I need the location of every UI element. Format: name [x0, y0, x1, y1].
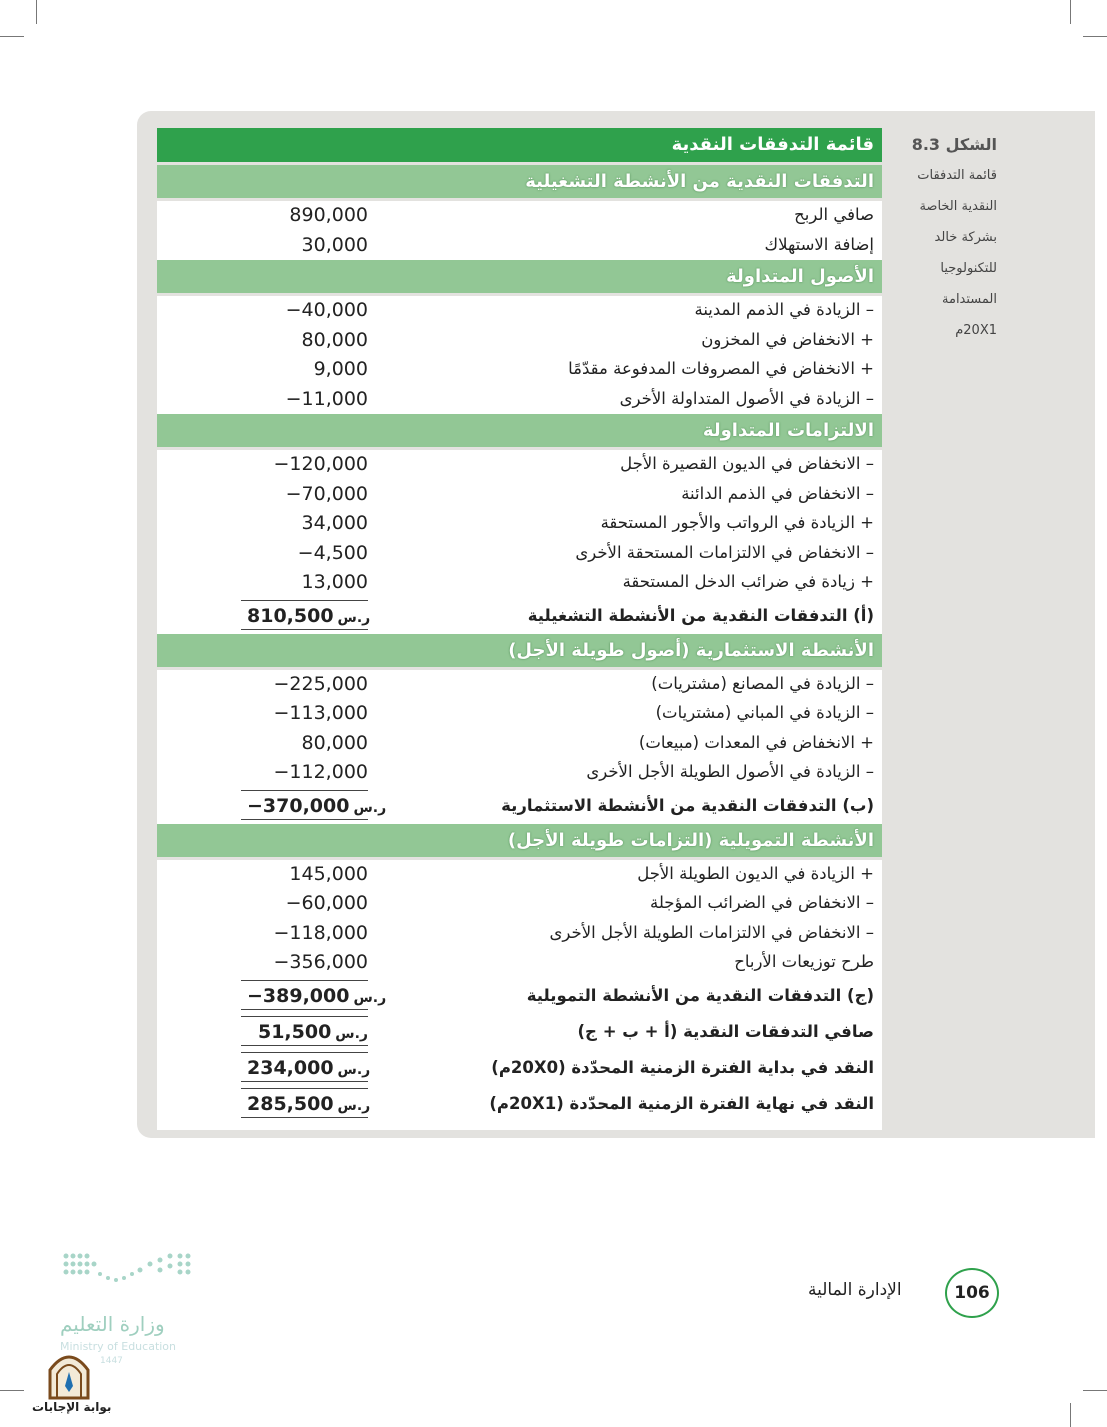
line-item-row [157, 385, 882, 415]
figure-label: الشكل 8.3 [911, 135, 997, 154]
amount: −112,000 [273, 761, 368, 783]
amount: 34,000 [301, 512, 368, 534]
section-header [157, 824, 882, 857]
crop-mark [36, 0, 37, 24]
line-item-row [157, 919, 882, 949]
section-header-label: الأنشطة الاستثمارية (أصول طويلة الأجل) [508, 639, 874, 661]
caption-line: للتكنولوجيا [940, 261, 997, 276]
amount: −40,000 [285, 299, 368, 321]
line-item-label: (ج) التدفقات النقدية من الأنشطة التمويلية [526, 985, 874, 1005]
caption-line: 20X1م [955, 323, 997, 338]
line-item-label: – الزيادة في المصانع (مشتريات) [651, 673, 874, 693]
line-item-label: + الانخفاض في المصروفات المدفوعة مقدّمًا [568, 359, 874, 378]
site-logo-icon [46, 1348, 92, 1400]
cash-flow-statement [157, 128, 882, 1131]
line-item-value [232, 234, 368, 256]
line-item-label: – الانخفاض في الذمم الدائنة [681, 483, 874, 503]
section-header-label: الأصول المتداولة [726, 266, 874, 287]
total-row [157, 978, 882, 1014]
line-item-row [157, 450, 882, 480]
line-item-value [247, 1092, 371, 1115]
line-item-label: + الزيادة في الديون الطويلة الأجل [637, 863, 874, 883]
amount: 51,500 [257, 1020, 332, 1043]
crop-mark [0, 36, 24, 37]
amount: −11,000 [285, 387, 368, 410]
amount: −60,000 [285, 892, 368, 914]
line-item-value [232, 299, 368, 321]
page-number: 106 [945, 1268, 999, 1318]
crop-mark [1070, 0, 1071, 24]
line-item-label: – الانخفاض في الديون القصيرة الأجل [620, 454, 874, 473]
line-item-value [247, 1021, 368, 1043]
line-item-label: – الانخفاض في الالتزامات الطويلة الأجل الأخرى [549, 922, 874, 942]
amount: 890,000 [289, 204, 368, 226]
ministry-name-en: Ministry of Education [60, 1340, 177, 1353]
total-row [157, 1050, 882, 1086]
line-item-label: + زيادة في ضرائب الدخل المستحقة [622, 572, 874, 591]
section-header [157, 165, 882, 198]
line-item-value [232, 453, 368, 475]
amount: 145,000 [289, 862, 368, 885]
amount: −70,000 [285, 482, 368, 505]
caption-line: بشركة خالد [934, 230, 997, 245]
currency-label: ر.س [353, 989, 387, 1006]
total-row [157, 1086, 882, 1122]
line-item-value [232, 483, 368, 505]
amount: 9,000 [313, 358, 368, 380]
line-item-value [232, 571, 368, 593]
line-item-label: – الزيادة في المباني (مشتريات) [655, 703, 874, 722]
ministry-year: 1447 [100, 1356, 123, 1366]
line-item-row [157, 729, 882, 759]
line-item-value [247, 1056, 371, 1079]
line-item-row [157, 355, 882, 385]
line-item-label: صافي التدفقات النقدية (أ + ب + ج) [577, 1021, 874, 1041]
statement-title-bar [157, 128, 882, 162]
book-title: الإدارة المالية [808, 1280, 902, 1300]
line-item-label: صافي الربح [794, 205, 874, 224]
statement-title: قائمة التدفقات النقدية [671, 134, 874, 155]
amount: 80,000 [301, 731, 368, 754]
line-item-label: + الانخفاض في المخزون [701, 329, 874, 349]
currency-label: ر.س [337, 1097, 371, 1114]
currency-label: ر.س [335, 1025, 368, 1042]
section-header [157, 260, 882, 293]
line-item-row [157, 948, 882, 978]
line-item-value [232, 512, 368, 534]
line-item-value [247, 794, 387, 817]
line-item-value [232, 922, 368, 944]
line-item-label: – الزيادة في الأصول الطويلة الأجل الأخرى [586, 762, 874, 781]
caption-line: المستدامة [942, 292, 997, 307]
line-item-value [232, 702, 368, 724]
line-item-value [232, 358, 368, 380]
amount: −225,000 [273, 672, 368, 695]
amount: −370,000 [247, 794, 350, 817]
line-item-label: طرح توزيعات الأرباح [734, 952, 874, 971]
section-header [157, 634, 882, 667]
line-item-value [232, 542, 368, 564]
figure-panel [137, 111, 1095, 1138]
line-item-value [232, 761, 368, 783]
line-item-label: – الزيادة في الأصول المتداولة الأخرى [619, 388, 874, 408]
site-name: بوابة الإجابات [32, 1400, 112, 1414]
line-item-row [157, 296, 882, 326]
amount: 30,000 [301, 233, 368, 256]
line-item-label: (ب) التدفقات النقدية من الأنشطة الاستثمارية [501, 795, 874, 815]
amount: 810,500 [247, 604, 334, 627]
line-item-label: + الزيادة في الرواتب والأجور المستحقة [600, 513, 874, 532]
amount: 234,000 [247, 1056, 334, 1079]
line-item-row [157, 860, 882, 890]
line-item-value [232, 863, 368, 885]
amount: 80,000 [301, 328, 368, 351]
caption-line: النقدية الخاصة [919, 199, 997, 214]
line-item-value [232, 329, 368, 351]
total-row [157, 598, 882, 634]
line-item-label: – الانخفاض في الضرائب المؤجلة [649, 893, 874, 912]
amount: −356,000 [273, 951, 368, 973]
line-item-label: النقد في نهاية الفترة الزمنية المحدّدة (20X1م) [489, 1093, 874, 1113]
line-item-label: النقد في بداية الفترة الزمنية المحدّدة (20X0م) [491, 1057, 874, 1077]
total-row [157, 788, 882, 824]
figure-caption [895, 129, 997, 346]
line-item-value [247, 604, 371, 627]
amount: 13,000 [301, 571, 368, 593]
line-item-row [157, 539, 882, 569]
line-item-row [157, 699, 882, 729]
line-item-row [157, 201, 882, 231]
currency-label: ر.س [337, 1061, 371, 1078]
line-item-label: – الزيادة في الذمم المدينة [694, 300, 874, 319]
line-item-label: + الانخفاض في المعدات (مبيعات) [638, 732, 874, 752]
currency-label: ر.س [337, 609, 371, 626]
currency-label: ر.س [353, 799, 387, 816]
section-header [157, 414, 882, 447]
line-item-row [157, 326, 882, 356]
section-header-label: التدفقات النقدية من الأنشطة التشغيلية [525, 171, 874, 192]
line-item-row [157, 670, 882, 700]
crop-mark [1083, 1390, 1107, 1391]
line-item-value [232, 951, 368, 973]
crop-mark [1070, 1403, 1071, 1427]
line-item-row [157, 231, 882, 261]
amount: −118,000 [273, 921, 368, 944]
crop-mark [1083, 36, 1107, 37]
total-row [157, 1014, 882, 1050]
line-item-row [157, 509, 882, 539]
line-item-label: – الانخفاض في الالتزامات المستحقة الأخرى [575, 542, 874, 562]
caption-line: قائمة التدفقات [917, 168, 997, 183]
amount: −113,000 [273, 702, 368, 724]
amount: −389,000 [247, 984, 350, 1007]
line-item-value [232, 388, 368, 410]
amount: 285,500 [247, 1092, 334, 1115]
line-item-label: (أ) التدفقات النقدية من الأنشطة التشغيلية [527, 605, 874, 625]
line-item-value [232, 204, 368, 226]
crop-mark [0, 1390, 24, 1391]
line-item-row [157, 889, 882, 919]
section-header-label: الأنشطة التمويلية (التزامات طويلة الأجل) [507, 829, 874, 851]
line-item-row [157, 758, 882, 788]
line-item-value [232, 892, 368, 914]
line-item-value [247, 984, 387, 1007]
line-item-value [232, 732, 368, 754]
line-item-value [232, 673, 368, 695]
ministry-logo-icon [60, 1250, 200, 1310]
amount: −120,000 [273, 453, 368, 475]
line-item-row [157, 480, 882, 510]
amount: −4,500 [297, 541, 368, 564]
section-header-label: الالتزامات المتداولة [702, 420, 874, 441]
ministry-name-ar: وزارة التعليم [60, 1312, 165, 1336]
line-item-row [157, 568, 882, 598]
line-item-label: إضافة الاستهلاك [764, 234, 874, 254]
